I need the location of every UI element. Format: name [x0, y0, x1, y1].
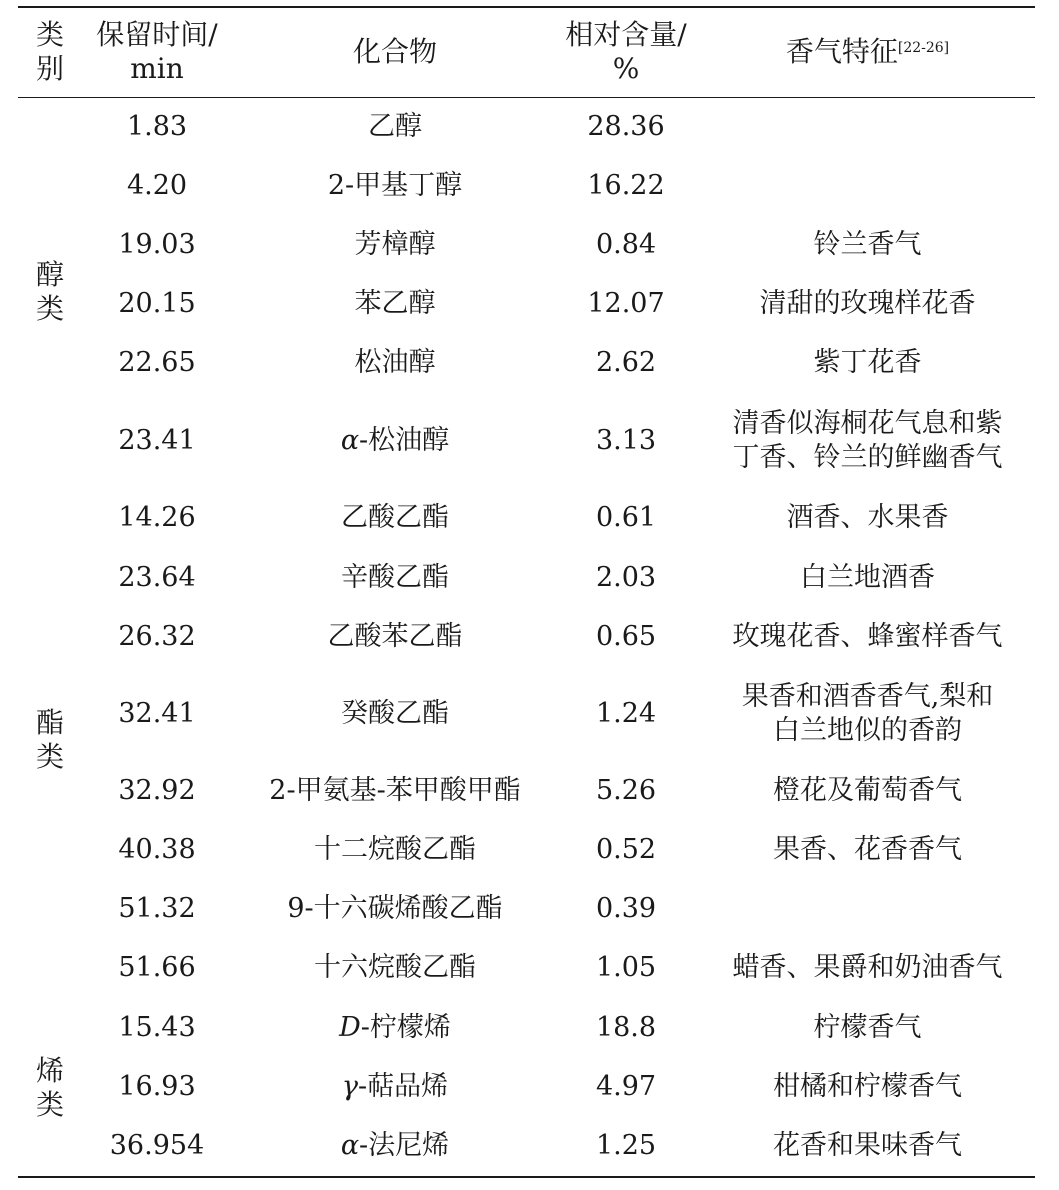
compound-name [232, 1073, 558, 1100]
header-aroma-ref: [22-26] [897, 40, 950, 56]
retention-time: 19.03 [118, 229, 196, 260]
retention-time: 16.93 [118, 1071, 196, 1102]
compound-label: 辛酸乙酯 [341, 562, 449, 593]
aroma-description: 橙花及葡萄香气 [773, 775, 962, 806]
retention-time: 22.65 [118, 347, 196, 378]
compound-name [232, 564, 558, 591]
category-esters-line1: 酯 [35, 706, 64, 739]
compound-name [232, 1132, 558, 1159]
header-content [556, 18, 696, 86]
relative-content: 3.13 [595, 425, 657, 456]
table-top-rule [18, 6, 1035, 8]
relative-content: 1.25 [595, 1130, 657, 1161]
compound-name [232, 700, 558, 727]
compound-prefix: D [339, 1012, 361, 1043]
retention-time: 14.26 [118, 502, 196, 533]
compound-label: 苯乙醇 [354, 288, 436, 319]
aroma-description: 玫瑰花香、蜂蜜样香气 [732, 621, 1003, 652]
retention-time: 51.66 [118, 952, 196, 983]
header-category-line1: 类 [35, 18, 64, 51]
compound-label: -松油醇 [359, 425, 450, 456]
relative-content: 1.24 [595, 698, 657, 729]
relative-content: 0.61 [595, 502, 657, 533]
compound-name [232, 349, 558, 376]
compound-label: 十六烷酸乙酯 [314, 952, 476, 983]
relative-content: 0.65 [595, 621, 657, 652]
compound-label: 芳樟醇 [354, 229, 436, 260]
compound-label: 2-甲基丁醇 [327, 170, 463, 201]
category-esters [26, 706, 74, 774]
retention-time: 36.954 [109, 1130, 205, 1161]
relative-content: 0.52 [595, 834, 657, 865]
compound-name [232, 504, 558, 531]
aroma-description [700, 407, 1035, 475]
header-aroma [700, 35, 1035, 69]
header-time [96, 18, 218, 86]
category-alcohols-line1: 醇 [35, 258, 64, 291]
compound-label: 癸酸乙酯 [341, 698, 449, 729]
aroma-description: 柑橘和柠檬香气 [773, 1071, 962, 1102]
retention-time: 4.20 [126, 170, 188, 201]
retention-time: 32.41 [118, 698, 196, 729]
header-category [26, 18, 74, 86]
aroma-description: 清甜的玫瑰样花香 [759, 288, 976, 319]
relative-content: 16.22 [587, 170, 665, 201]
relative-content: 4.97 [595, 1071, 657, 1102]
category-alcohols-line2: 类 [35, 292, 64, 325]
table-bottom-rule [18, 1176, 1035, 1178]
retention-time: 23.41 [118, 425, 196, 456]
retention-time: 23.64 [118, 562, 196, 593]
relative-content: 5.26 [595, 775, 657, 806]
compound-name [232, 290, 558, 317]
relative-content: 28.36 [587, 111, 665, 142]
compound-name [232, 113, 558, 140]
aroma-line1: 果香和酒香香气,梨和 [741, 681, 994, 712]
compound-name [232, 1014, 558, 1041]
retention-time: 40.38 [118, 834, 196, 865]
category-alkenes-line1: 烯 [35, 1054, 64, 1087]
compound-name [232, 172, 558, 199]
relative-content: 18.8 [595, 1012, 657, 1043]
retention-time: 26.32 [118, 621, 196, 652]
relative-content: 2.62 [595, 347, 657, 378]
compound-label: -法尼烯 [359, 1130, 450, 1161]
header-aroma-label: 香气特征 [785, 35, 898, 68]
header-time-line1: 保留时间/ [96, 18, 218, 51]
aroma-description: 铃兰香气 [813, 229, 922, 260]
compound-label: 2-甲氨基-苯甲酸甲酯 [269, 775, 521, 806]
header-compound: 化合物 [352, 35, 437, 68]
aroma-description: 蜡香、果爵和奶油香气 [732, 952, 1003, 983]
compound-name [232, 954, 558, 981]
compound-label: -萜品烯 [358, 1071, 449, 1102]
compound-name [232, 895, 558, 922]
category-alcohols [26, 258, 74, 326]
aroma-description: 白兰地酒香 [800, 562, 935, 593]
retention-time: 51.32 [118, 893, 196, 924]
compound-prefix: α [340, 425, 360, 456]
relative-content: 12.07 [587, 288, 665, 319]
compound-label: -柠檬烯 [360, 1012, 451, 1043]
compound-name [232, 777, 558, 804]
aroma-description: 酒香、水果香 [786, 502, 949, 533]
aroma-line2: 白兰地似的香韵 [773, 715, 962, 746]
retention-time: 15.43 [118, 1012, 196, 1043]
aroma-line1: 清香似海桐花气息和紫 [732, 408, 1003, 439]
relative-content: 0.84 [595, 229, 657, 260]
header-category-line2: 别 [35, 52, 64, 85]
category-alkenes-line2: 类 [35, 1088, 64, 1121]
retention-time: 32.92 [118, 775, 196, 806]
compound-label: 十二烷酸乙酯 [314, 834, 476, 865]
compound-name [232, 231, 558, 258]
aroma-description: 紫丁花香 [813, 347, 922, 378]
category-esters-line2: 类 [35, 740, 64, 773]
aroma-description: 柠檬香气 [813, 1012, 922, 1043]
compound-prefix: γ [341, 1071, 358, 1102]
retention-time: 1.83 [126, 111, 188, 142]
compound-label: 乙醇 [368, 111, 422, 142]
header-content-line1: 相对含量/ [565, 18, 687, 51]
aroma-description [700, 680, 1035, 748]
compound-name [232, 623, 558, 650]
header-time-line2: min [130, 52, 184, 85]
compound-name [232, 427, 558, 454]
retention-time: 20.15 [118, 288, 196, 319]
category-alkenes [26, 1054, 74, 1122]
relative-content: 1.05 [595, 952, 657, 983]
compound-label: 9-十六碳烯酸乙酯 [287, 893, 503, 924]
compound-label: 乙酸乙酯 [341, 502, 449, 533]
header-content-line2: % [612, 52, 640, 85]
compound-name [232, 836, 558, 863]
aroma-line2: 丁香、铃兰的鲜幽香气 [732, 442, 1003, 473]
table-header-rule [18, 97, 1035, 98]
compound-label: 松油醇 [354, 347, 436, 378]
compound-prefix: α [340, 1130, 360, 1161]
aroma-description: 果香、花香香气 [773, 834, 962, 865]
aroma-description: 花香和果味香气 [773, 1130, 962, 1161]
relative-content: 2.03 [595, 562, 657, 593]
compound-label: 乙酸苯乙酯 [327, 621, 463, 652]
relative-content: 0.39 [595, 893, 657, 924]
